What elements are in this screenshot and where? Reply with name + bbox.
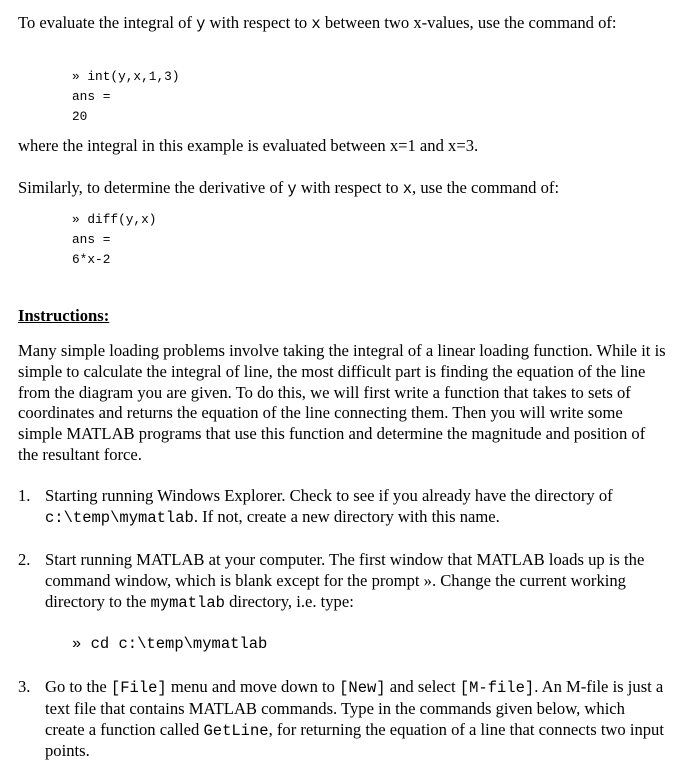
instructions-paragraph: Many simple loading problems involve taking the integral of a linear loading function. While it is simple to calculate the integral of line, the most difficult part is finding the equation of the line from the diagram you are given. To do this, we will first write a function that takes to sets of coordinates and returns the equation of the line connecting them. Then you will write some simple MATLAB programs that use this function and determine the magnitude and position of the resultant force. <box>18 341 666 464</box>
code-line: » diff(y,x) <box>72 212 157 227</box>
code-line: 6*x-2 <box>72 252 111 267</box>
code-block-int <box>72 67 180 127</box>
list-item <box>18 486 668 529</box>
intro-paragraph-integral: To evaluate the integral of y with respect to x between two x-values, use the command of: <box>18 13 617 33</box>
code-line: 20 <box>72 109 88 124</box>
step-number: 3. <box>18 677 31 696</box>
directory-path: c:\temp\mymatlab <box>45 508 194 527</box>
directory-name: mymatlab <box>150 593 225 612</box>
step-number: 2. <box>18 550 31 569</box>
code-block-diff <box>72 210 156 270</box>
list-item <box>18 677 668 762</box>
var-y: y <box>196 15 206 33</box>
code-line: ans = <box>72 232 111 247</box>
step-number: 1. <box>18 486 31 505</box>
step-text: Go to the [File] menu and move down to [New] and select [M-file]. An M-file is just a text file that contains MATLAB commands. Type in the commands given below, which create a function called GetLine, for returning the equation of a line that connects two input points. <box>45 677 664 761</box>
list-item <box>18 550 668 613</box>
intro-paragraph-range: where the integral in this example is evaluated between x=1 and x=3. <box>18 136 479 155</box>
menu-file: [File] <box>110 679 167 697</box>
code-line: » int(y,x,1,3) <box>72 69 180 84</box>
function-name: GetLine <box>203 721 269 740</box>
cd-command: » cd c:\temp\mymatlab <box>72 635 268 653</box>
intro-paragraph-derivative: Similarly, to determine the derivative of y with respect to x, use the command of: <box>18 178 560 198</box>
var-y: y <box>287 180 297 198</box>
code-line: ans = <box>72 89 111 104</box>
var-x: x <box>311 15 321 33</box>
step-text: Start running MATLAB at your computer. The first window that MATLAB loads up is the command window, which is blank except for the prompt ». Change the current working directory to the mymatlab directory, i.e. type: <box>45 550 645 612</box>
instructions-heading: Instructions: <box>18 306 110 325</box>
menu-new: [New] <box>339 679 386 697</box>
menu-m-file: [M-file] <box>459 679 535 697</box>
step-text: Starting running Windows Explorer. Check to see if you already have the directory of c:\temp\mymatlab. If not, create a new directory with this name. <box>45 486 613 527</box>
var-x: x <box>402 180 413 198</box>
